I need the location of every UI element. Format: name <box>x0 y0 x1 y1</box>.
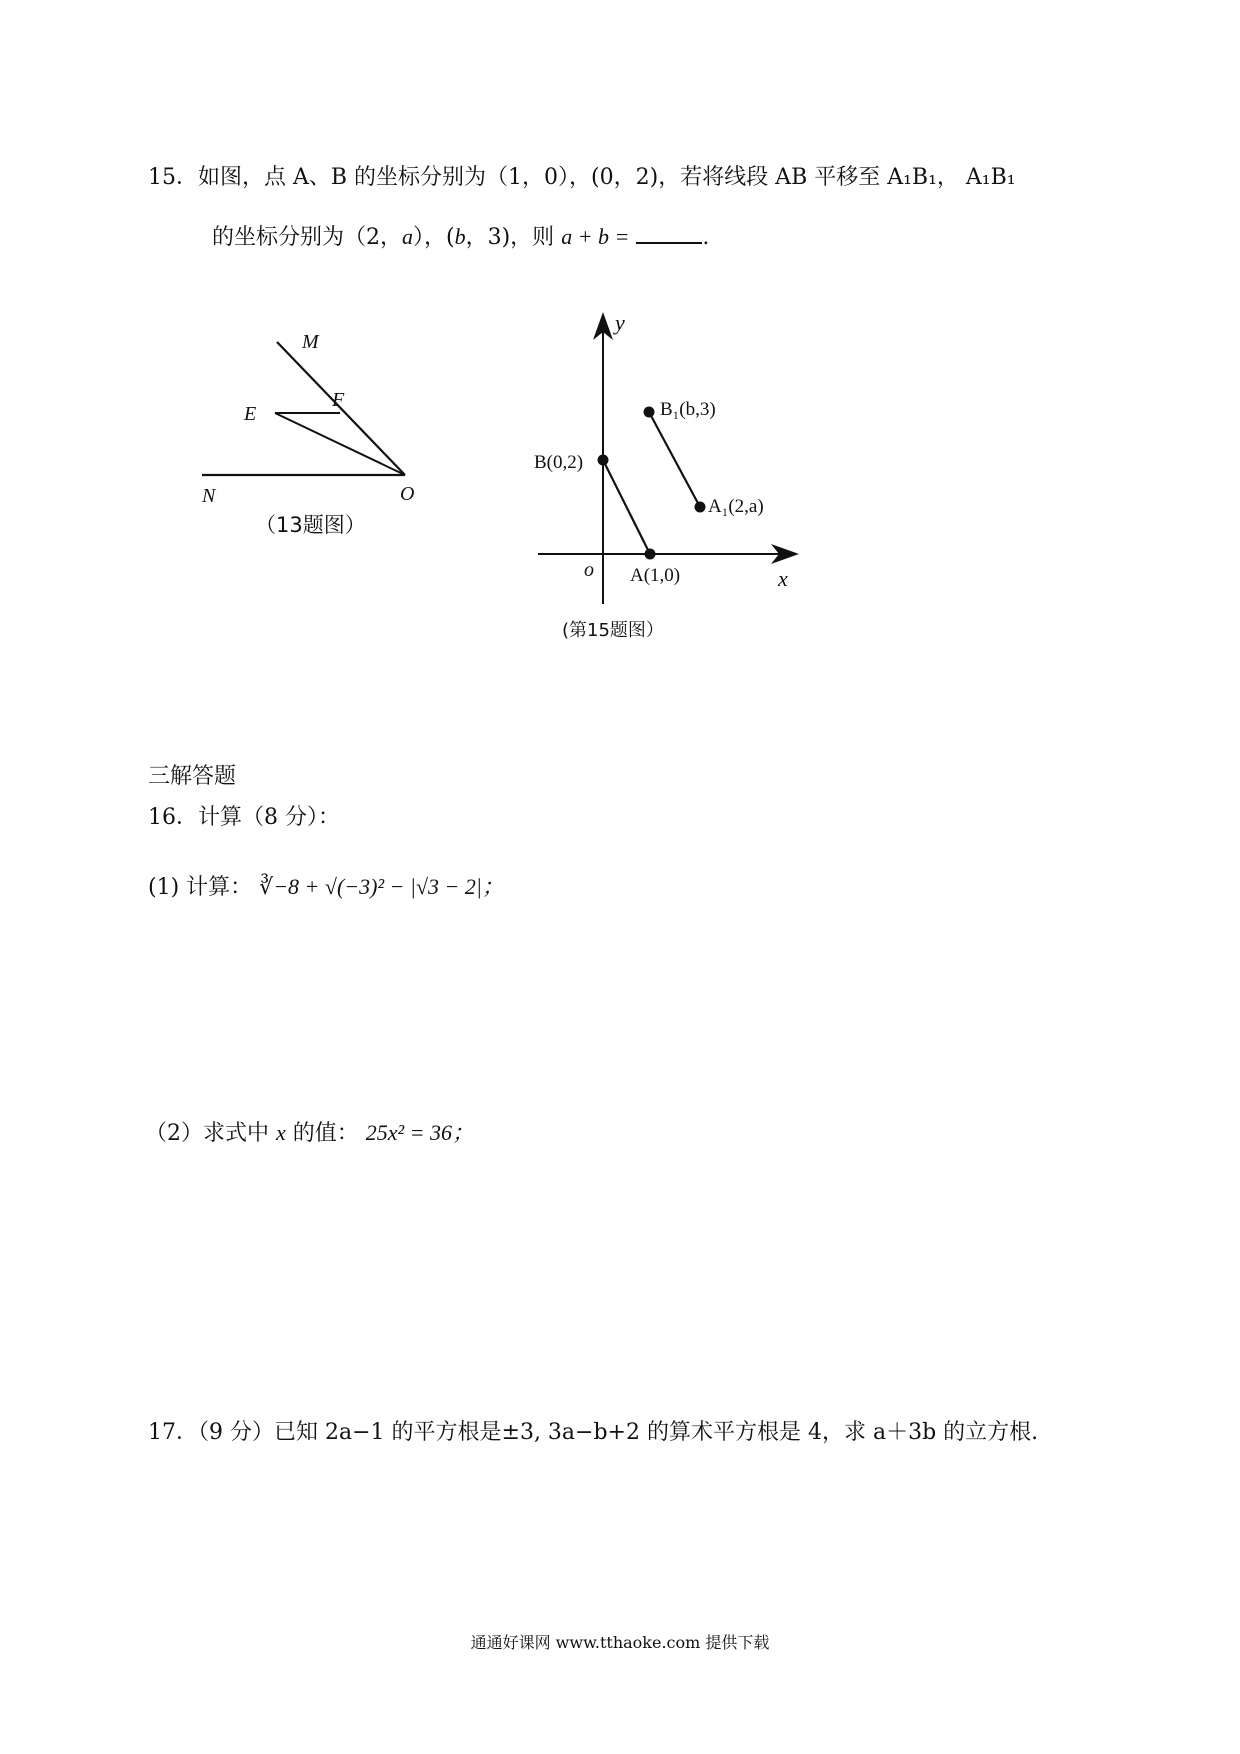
fig15-point-A1 <box>695 502 706 513</box>
q16-title: 16．计算（8 分）： <box>148 805 340 830</box>
page-footer: 通通好课网 www.tthaoke.com 提供下载 <box>470 1633 770 1652</box>
fig15-point-B <box>598 455 609 466</box>
fig15-label-y: y <box>615 310 625 335</box>
fig15-label-x: x <box>778 566 788 591</box>
q16-part2-expression: 25x² = 36； <box>365 1120 474 1145</box>
fig13-segment-EO <box>275 413 405 475</box>
q15-answer-blank <box>636 222 702 244</box>
fig15-label-A1: A₁(2,a) <box>708 496 764 517</box>
fig13-label-M: M <box>302 331 319 353</box>
figure-13-diagram <box>180 310 440 550</box>
q16-part1-expression: ∛−8 + √(−3)² − |√3 − 2|； <box>259 874 504 899</box>
fig15-segment-A1B1 <box>649 412 700 507</box>
fig15-point-B1 <box>644 407 655 418</box>
fig15-label-B: B(0,2) <box>534 452 584 473</box>
q15-line2: 的坐标分别为（2，a），(b，3)，则 a + b = . <box>212 224 710 250</box>
fig13-label-E: E <box>244 403 257 425</box>
fig13-caption: （13题图） <box>255 513 366 537</box>
fig13-label-O: O <box>400 483 415 505</box>
fig15-label-origin: o <box>584 559 594 581</box>
q15-expression: a + b = <box>561 224 630 249</box>
section-title: 三解答题 <box>148 764 237 789</box>
q16-part2: （2）求式中 x 的值： 25x² = 36； <box>145 1120 474 1146</box>
fig15-segment-AB <box>603 460 650 554</box>
fig15-label-A: A(1,0) <box>630 565 681 586</box>
fig15-point-A <box>645 549 656 560</box>
figure-15-diagram <box>530 300 830 660</box>
q15-line1: 15．如图，点 A、B 的坐标分别为（1，0），(0，2)，若将线段 AB 平移至 A₁B₁， A₁B₁ <box>148 165 1016 190</box>
q17-text: 17．（9 分）已知 2a−1 的平方根是±3, 3a−b+2 的算术平方根是 4，求 a＋3b 的立方根. <box>148 1420 1039 1445</box>
figure-15 <box>530 300 830 660</box>
fig13-label-F: F <box>332 389 345 411</box>
fig15-caption: (第15题图） <box>562 620 664 641</box>
fig15-label-B1: B₁(b,3) <box>660 399 716 420</box>
fig13-label-N: N <box>202 485 216 507</box>
q16-part1: (1) 计算： ∛−8 + √(−3)² − |√3 − 2|； <box>148 874 504 900</box>
figure-13 <box>180 310 440 550</box>
